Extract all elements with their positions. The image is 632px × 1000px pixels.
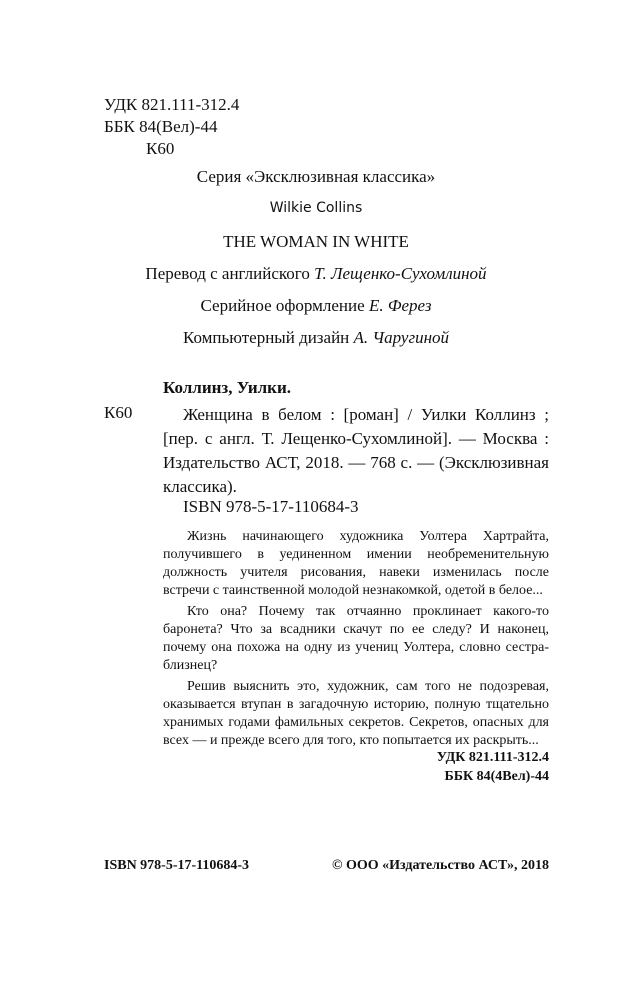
credit-name: А. Чаругиной: [353, 328, 450, 347]
catalog-description: Женщина в белом : [роман] / Уилки Коллинз ; [пер. с англ. Т. Лещенко-Сухомлиной]. — Москва : Издательство АСТ, 2018. — 768 с. — (Эксклюзивная классика).: [163, 405, 549, 496]
annotation-bbk: ББК 84(4Вел)-44: [444, 769, 549, 784]
footer-isbn: ISBN 978-5-17-110684-3: [104, 858, 250, 873]
computer-design-credit: [0, 328, 632, 348]
annotation: [163, 528, 549, 753]
credit-name: Е. Ферез: [368, 296, 432, 315]
annotation-udk: УДК 821.111-312.4: [436, 750, 549, 765]
credit-role: Компьютерный дизайн: [182, 328, 350, 347]
series-name: Серия «Эксклюзивная классика»: [196, 167, 436, 186]
catalog-code: К60: [104, 403, 133, 422]
classification-codes: [104, 94, 239, 160]
translator-credit: [0, 264, 632, 284]
credit-role: Серийное оформление: [200, 296, 365, 315]
credit-name: Т. Лещенко-Сухомлиной: [314, 264, 487, 283]
author-original: Wilkie Collins: [269, 200, 363, 216]
credit-role: Перевод с английского: [145, 264, 310, 283]
copyright: © ООО «Издательство АСТ», 2018: [331, 858, 549, 873]
annotation-paragraph: Кто она? Почему так отчаянно проклинает какого-то баронета? Что за всадники скачут по ее следу? И наконец, почему она похожа на одну из учениц Уолтера, словно сестра-близнец?: [163, 604, 549, 673]
annotation-codes: [0, 748, 549, 786]
udk-code: УДК 821.111-312.4: [104, 95, 240, 114]
author-mark: К60: [146, 139, 175, 158]
catalog-heading: Коллинз, Уилки.: [163, 378, 292, 397]
catalog-isbn: ISBN 978-5-17-110684-3: [183, 497, 359, 516]
series-design-credit: [0, 296, 632, 316]
annotation-paragraph: Решив выяснить это, художник, сам того не подозревая, оказывается втупан в загадочную историю, полную тщательно хранимых годами фамильных секретов. Секретов, опасных для всех — и прежде всего для того, кто попытается их раскрыть...: [163, 679, 549, 748]
title-original: THE WOMAN IN WHITE: [223, 232, 409, 251]
annotation-paragraph: Жизнь начинающего художника Уолтера Хартрайта, получившего в уединенном имении необременительную должность учителя рисования, навеки изменилась после встречи с таинственной молодой незнакомкой, одетой в белое...: [163, 529, 549, 598]
bbk-code: ББК 84(Вел)-44: [104, 117, 218, 136]
